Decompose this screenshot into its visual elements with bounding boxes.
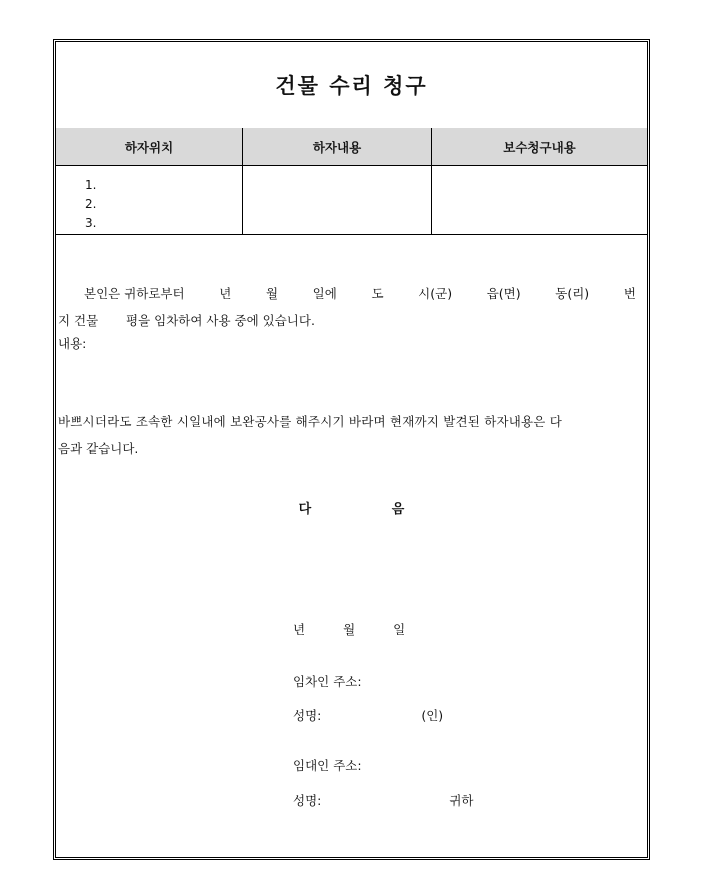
body-line-1 bbox=[58, 280, 636, 307]
honorific: 귀하 bbox=[449, 793, 474, 808]
defect-location-cell bbox=[56, 166, 243, 234]
list-item: 3. bbox=[85, 216, 97, 230]
date-month: 월 bbox=[343, 622, 356, 637]
repair-request-cell bbox=[432, 166, 647, 234]
body-part: 일에 bbox=[312, 286, 337, 301]
document-frame bbox=[53, 39, 650, 860]
body-part: 읍(면) bbox=[486, 286, 521, 301]
header-repair-request: 보수청구내용 bbox=[503, 139, 576, 155]
date-year: 년 bbox=[293, 622, 306, 637]
landlord-address: 임대인 주소: bbox=[293, 758, 362, 773]
list-item: 2. bbox=[85, 197, 97, 211]
heading-right: 음 bbox=[391, 502, 405, 517]
list-item: 1. bbox=[85, 178, 97, 192]
header-defect-content: 하자내용 bbox=[243, 128, 432, 165]
body-part: 년 bbox=[219, 286, 232, 301]
seal-mark: (인) bbox=[421, 708, 444, 723]
table-body-row bbox=[56, 166, 647, 235]
section-heading bbox=[56, 498, 647, 517]
body-part: 시(군) bbox=[418, 286, 453, 301]
body-part: 월 bbox=[265, 286, 279, 301]
date-day: 일 bbox=[393, 622, 406, 637]
document-title: 건물 수리 청구 bbox=[56, 42, 647, 129]
tenant-name-line bbox=[293, 706, 443, 724]
heading-left: 다 bbox=[298, 502, 312, 517]
content-label: 내용: bbox=[58, 336, 87, 351]
header-defect-location: 하자위치 bbox=[56, 128, 243, 165]
landlord-name-line bbox=[293, 791, 474, 809]
table-header-row bbox=[56, 128, 647, 166]
body-part: 본인은 귀하로부터 bbox=[84, 286, 185, 301]
location-list bbox=[56, 166, 242, 233]
request-line-2: 음과 같습니다. bbox=[58, 441, 139, 456]
date-line bbox=[293, 620, 405, 638]
body-part: 번 bbox=[623, 286, 636, 301]
tenant-address: 임차인 주소: bbox=[293, 674, 362, 689]
request-line-1: 바쁘시더라도 조속한 시일내에 보완공사를 해주시기 바라며 현재까지 발견된 하자내용은 다 bbox=[58, 414, 563, 429]
tenant-name: 성명: bbox=[293, 708, 322, 723]
body-part: 동(리) bbox=[555, 286, 590, 301]
defect-content-cell bbox=[243, 166, 432, 234]
landlord-name: 성명: bbox=[293, 793, 322, 808]
body-part: 도 bbox=[371, 286, 384, 301]
body-line-2: 지 건물 평을 임차하여 사용 중에 있습니다. bbox=[58, 313, 315, 328]
